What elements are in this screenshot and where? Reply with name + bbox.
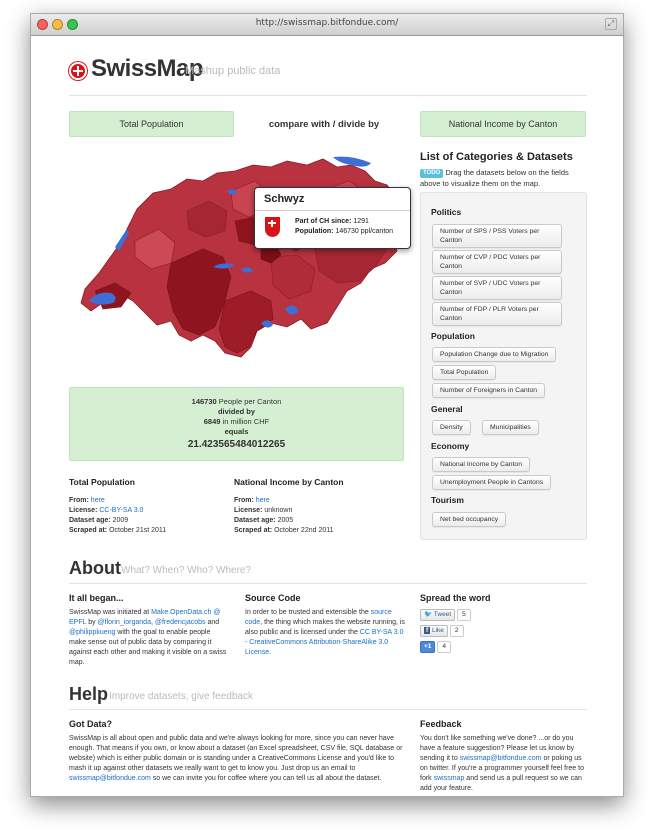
dataset-svp-voters[interactable]: Number of SVP / UDC Voters per Canton bbox=[432, 276, 562, 300]
left-source-link[interactable]: here bbox=[90, 497, 105, 504]
canton-coat-of-arms-icon bbox=[265, 217, 280, 237]
canton-tooltip bbox=[254, 187, 411, 249]
tweet-count: 5 bbox=[457, 609, 471, 621]
tooltip-population-value: 146730 ppl/canton bbox=[335, 228, 394, 235]
help-subtitle: Improve datasets, give feedback bbox=[109, 691, 253, 702]
site-header bbox=[69, 52, 587, 96]
dataset-foreigners[interactable]: Number of Foreigners in Canton bbox=[432, 383, 545, 398]
frederic-link[interactable]: @fredericjacobs bbox=[154, 619, 206, 626]
meta-label: Dataset age: bbox=[69, 517, 111, 524]
makeopendata-link[interactable]: Make.OpenData.ch @ EPFL bbox=[69, 609, 221, 626]
result-numerator bbox=[70, 397, 403, 406]
help-section-header bbox=[69, 684, 587, 710]
email-link[interactable]: swissmap@bitfondue.com bbox=[69, 775, 151, 782]
meta-label: From: bbox=[69, 497, 89, 504]
fork-link[interactable]: swissmap bbox=[433, 775, 465, 782]
dataset-unemployment[interactable]: Unemployment People in Cantons bbox=[432, 475, 551, 490]
help-title: Help bbox=[69, 684, 109, 704]
about-text: . bbox=[269, 649, 272, 656]
help-text: so we can invite you for coffee where you can tell us all about the dataset. bbox=[150, 775, 382, 782]
help-text: and send us a pull request so we can add your feature. bbox=[420, 775, 582, 792]
dataset-total-population[interactable]: Total Population bbox=[432, 365, 496, 380]
about-source-heading: Source Code bbox=[245, 593, 301, 603]
about-col-share bbox=[420, 593, 580, 608]
tooltip-part-label: Part of CH since: bbox=[295, 218, 352, 225]
tweet-label: Tweet bbox=[433, 611, 452, 618]
todo-badge: TODO bbox=[420, 169, 443, 178]
category-general: General bbox=[431, 404, 463, 414]
tooltip-divider bbox=[255, 210, 410, 211]
meta-label: License: bbox=[234, 507, 263, 514]
site-brand[interactable]: SwissMap bbox=[91, 55, 204, 82]
right-dataset-title: National Income by Canton bbox=[234, 477, 344, 487]
about-col-history bbox=[69, 593, 229, 668]
plusone-count: 4 bbox=[437, 641, 451, 653]
left-dataset-scraped bbox=[69, 526, 229, 536]
category-economy: Economy bbox=[431, 441, 470, 451]
fullscreen-icon[interactable]: ⤢ bbox=[605, 18, 617, 30]
page-url: http://swissmap.bitfondue.com/ bbox=[255, 18, 399, 28]
categories-hint bbox=[420, 167, 590, 189]
meta-value: October 22nd 2011 bbox=[274, 527, 334, 534]
right-dataset-dropzone[interactable]: National Income by Canton bbox=[420, 111, 586, 137]
dataset-net-bed-occupancy[interactable]: Net bed occupancy bbox=[432, 512, 506, 527]
result-numerator-value: 146730 bbox=[191, 397, 217, 406]
calculation-result-box bbox=[69, 387, 404, 461]
tooltip-part-of-ch bbox=[295, 218, 369, 225]
category-tourism: Tourism bbox=[431, 495, 464, 505]
facebook-icon: f bbox=[426, 627, 429, 634]
feedback-email-link[interactable]: swissmap@bitfondue.com bbox=[459, 755, 542, 762]
result-numerator-unit: People per Canton bbox=[218, 397, 282, 406]
help-text: or poking us on twitter. If you're a programmer yourself feel free to fork bbox=[420, 755, 584, 782]
categories-title: List of Categories & Datasets bbox=[420, 151, 573, 163]
right-source-link[interactable]: here bbox=[255, 497, 270, 504]
left-dataset-source bbox=[69, 496, 229, 506]
result-operator: divided by bbox=[217, 407, 256, 416]
browser-window bbox=[30, 13, 624, 797]
meta-value: 2009 bbox=[112, 517, 129, 524]
categories-panel bbox=[420, 192, 587, 540]
tweet-button[interactable] bbox=[420, 609, 455, 621]
about-text: and bbox=[205, 619, 220, 626]
switzerland-choropleth-map[interactable] bbox=[75, 151, 415, 361]
about-text: In order to be trusted and extensible the bbox=[245, 609, 371, 616]
about-text: with the goal to enable people make sense out of public data by comparing it against each other and making it visible on a swiss map. bbox=[69, 629, 227, 666]
result-equals: equals bbox=[224, 427, 249, 436]
source-code-link[interactable]: source code bbox=[245, 609, 392, 626]
help-feedback-heading: Feedback bbox=[420, 719, 462, 729]
left-dataset-title: Total Population bbox=[69, 477, 135, 487]
about-text: , the thing which makes the website running, is also public and is licensed under the bbox=[245, 619, 405, 636]
help-data-heading: Got Data? bbox=[69, 719, 113, 729]
left-dataset-age bbox=[69, 516, 229, 526]
meta-label: Dataset age: bbox=[234, 517, 276, 524]
meta-label: Scraped at: bbox=[69, 527, 108, 534]
about-title: About bbox=[69, 558, 121, 578]
left-dataset-metadata bbox=[69, 477, 229, 536]
dataset-cvp-voters[interactable]: Number of CVP / PDC Voters per Canton bbox=[432, 250, 562, 274]
meta-value: October 21st 2011 bbox=[109, 527, 167, 534]
right-dataset-scraped bbox=[234, 526, 394, 536]
about-col-source bbox=[245, 593, 405, 658]
help-col-feedback bbox=[420, 719, 586, 794]
about-text: , bbox=[150, 619, 155, 626]
like-button[interactable] bbox=[420, 625, 448, 637]
left-license-link[interactable]: CC-BY-SA 3.0 bbox=[99, 507, 144, 514]
result-denominator-value: 6849 bbox=[203, 417, 221, 426]
plusone-button[interactable]: +1 bbox=[420, 641, 435, 653]
tooltip-population bbox=[295, 228, 393, 235]
compare-label: compare with / divide by bbox=[268, 119, 380, 130]
help-col-data bbox=[69, 719, 405, 784]
meta-label: From: bbox=[234, 497, 254, 504]
result-denominator-unit: in million CHF bbox=[222, 417, 270, 426]
left-dataset-dropzone[interactable]: Total Population bbox=[69, 111, 234, 137]
right-dataset-metadata bbox=[234, 477, 394, 536]
florin-link[interactable]: @florin_iorganda bbox=[97, 619, 151, 626]
philipp-link[interactable]: @philippkueng bbox=[69, 629, 116, 636]
dataset-national-income[interactable]: National Income by Canton bbox=[432, 457, 530, 472]
like-label: Like bbox=[431, 627, 444, 634]
tooltip-part-value: 1291 bbox=[353, 218, 369, 225]
dataset-municipalities[interactable]: Municipalities bbox=[482, 420, 539, 435]
about-text: by bbox=[86, 619, 98, 626]
dataset-fdp-voters[interactable]: Number of FDP / PLR Voters per Canton bbox=[432, 302, 562, 326]
help-text: You don't like something we've done? ...or do you have a feature suggestion? Please let us know by sending it to bbox=[420, 735, 575, 762]
meta-label: License: bbox=[69, 507, 98, 514]
tweet-widget bbox=[420, 609, 471, 621]
title-bar bbox=[31, 14, 623, 36]
like-count: 2 bbox=[450, 625, 464, 637]
dataset-density[interactable]: Density bbox=[432, 420, 471, 435]
site-tagline: Mashup public data bbox=[185, 65, 281, 77]
help-text: SwissMap is all about open and public data and we're always looking for more, since you can never have enough. That means if you own, or know about a dataset (an Excel spreadsheet, CSV file, SQL database or website) which is either public domain or is standing under a CreativeCommons License and you'd like to mash it up against other datasets we really want to get to know you. Just drop us an email to bbox=[69, 735, 403, 772]
meta-value: unknown bbox=[264, 507, 293, 514]
license-link[interactable]: CC BY-SA 3.0 - CreativeCommons Attribution-ShareAlike 3.0 License bbox=[245, 629, 404, 656]
categories-hint-text: Drag the datasets below on the fields above to visualize them on the map. bbox=[420, 168, 569, 188]
dataset-sps-voters[interactable]: Number of SPS / PSS Voters per Canton bbox=[432, 224, 562, 248]
twitter-bird-icon: 🐦 bbox=[424, 611, 433, 618]
about-section-header bbox=[69, 558, 587, 584]
plusone-widget bbox=[420, 641, 451, 653]
about-history-heading: It all began... bbox=[69, 593, 124, 603]
tooltip-population-label: Population: bbox=[295, 228, 334, 235]
right-dataset-age bbox=[234, 516, 394, 526]
category-population: Population bbox=[431, 331, 475, 341]
about-share-heading: Spread the word bbox=[420, 593, 491, 603]
meta-value: 2005 bbox=[277, 517, 294, 524]
map-lake bbox=[333, 157, 371, 167]
like-widget bbox=[420, 625, 464, 637]
category-politics: Politics bbox=[431, 207, 462, 217]
result-value: 21.423565484012265 bbox=[187, 439, 286, 450]
about-text: SwissMap was initiated at bbox=[69, 609, 152, 616]
result-denominator bbox=[70, 417, 403, 426]
dataset-population-change[interactable]: Population Change due to Migration bbox=[432, 347, 556, 362]
right-dataset-license bbox=[234, 506, 394, 516]
tooltip-canton-name: Schwyz bbox=[264, 193, 305, 205]
about-subtitle: What? When? Who? Where? bbox=[121, 565, 252, 576]
meta-label: Scraped at: bbox=[234, 527, 273, 534]
right-dataset-source bbox=[234, 496, 394, 506]
swiss-cross-logo-icon[interactable] bbox=[69, 62, 87, 80]
left-dataset-license bbox=[69, 506, 229, 516]
